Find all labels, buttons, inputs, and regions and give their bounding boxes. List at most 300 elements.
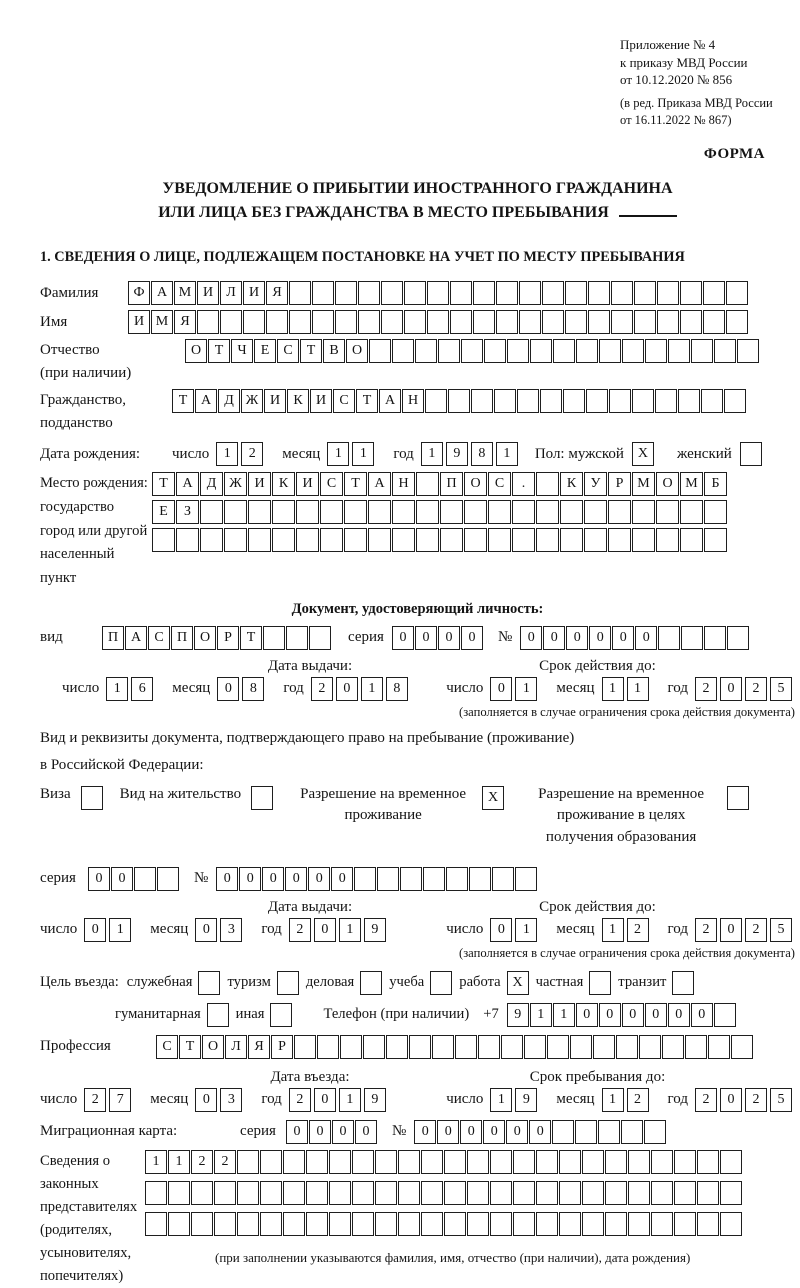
- digit-cell[interactable]: 0: [217, 677, 239, 701]
- char-cell[interactable]: 1: [530, 1003, 552, 1027]
- char-cell[interactable]: [423, 867, 445, 891]
- digit-cell[interactable]: 5: [770, 918, 792, 942]
- char-cell[interactable]: [344, 528, 367, 552]
- digit-cell[interactable]: 0: [84, 918, 106, 942]
- char-cell[interactable]: [536, 1212, 558, 1236]
- char-cell[interactable]: [680, 310, 702, 334]
- char-cell[interactable]: [432, 1035, 454, 1059]
- char-cell[interactable]: [704, 528, 727, 552]
- char-cell[interactable]: [224, 500, 247, 524]
- char-cell[interactable]: [586, 389, 608, 413]
- digit-cell[interactable]: 2: [84, 1088, 106, 1112]
- digit-cell[interactable]: 0: [720, 677, 742, 701]
- char-cell[interactable]: А: [151, 281, 173, 305]
- char-cell[interactable]: [632, 500, 655, 524]
- char-cell[interactable]: [369, 339, 391, 363]
- char-cell[interactable]: [656, 528, 679, 552]
- char-cell[interactable]: [152, 528, 175, 552]
- char-cell[interactable]: [358, 310, 380, 334]
- char-cell[interactable]: [320, 528, 343, 552]
- char-cell[interactable]: 0: [645, 1003, 667, 1027]
- digit-cell[interactable]: 9: [364, 1088, 386, 1112]
- char-cell[interactable]: О: [194, 626, 216, 650]
- char-cell[interactable]: [593, 1035, 615, 1059]
- char-cell[interactable]: [714, 339, 736, 363]
- char-cell[interactable]: [400, 867, 422, 891]
- option-checkbox[interactable]: [589, 971, 611, 995]
- char-cell[interactable]: Ч: [231, 339, 253, 363]
- char-cell[interactable]: [727, 626, 749, 650]
- digit-cell[interactable]: 1: [602, 918, 624, 942]
- char-cell[interactable]: Н: [392, 472, 415, 496]
- char-cell[interactable]: [708, 1035, 730, 1059]
- char-cell[interactable]: [427, 310, 449, 334]
- digit-cell[interactable]: 1: [327, 442, 349, 466]
- char-cell[interactable]: А: [176, 472, 199, 496]
- char-cell[interactable]: [720, 1212, 742, 1236]
- char-cell[interactable]: Д: [200, 472, 223, 496]
- char-cell[interactable]: [260, 1150, 282, 1174]
- option-checkbox[interactable]: [277, 971, 299, 995]
- char-cell[interactable]: П: [171, 626, 193, 650]
- digit-cell[interactable]: 9: [446, 442, 468, 466]
- char-cell[interactable]: [536, 528, 559, 552]
- digit-cell[interactable]: 5: [770, 677, 792, 701]
- char-cell[interactable]: [467, 1181, 489, 1205]
- sex-female-checkbox[interactable]: [740, 442, 762, 466]
- char-cell[interactable]: 0: [414, 1120, 436, 1144]
- char-cell[interactable]: [616, 1035, 638, 1059]
- option-checkbox[interactable]: [198, 971, 220, 995]
- char-cell[interactable]: К: [560, 472, 583, 496]
- char-cell[interactable]: [605, 1212, 627, 1236]
- char-cell[interactable]: О: [656, 472, 679, 496]
- char-cell[interactable]: Т: [356, 389, 378, 413]
- char-cell[interactable]: Я: [174, 310, 196, 334]
- char-cell[interactable]: Л: [225, 1035, 247, 1059]
- char-cell[interactable]: 0: [461, 626, 483, 650]
- char-cell[interactable]: [608, 500, 631, 524]
- char-cell[interactable]: [386, 1035, 408, 1059]
- char-cell[interactable]: [515, 867, 537, 891]
- char-cell[interactable]: [553, 339, 575, 363]
- char-cell[interactable]: 0: [612, 626, 634, 650]
- char-cell[interactable]: [471, 389, 493, 413]
- char-cell[interactable]: [605, 1181, 627, 1205]
- char-cell[interactable]: Е: [254, 339, 276, 363]
- char-cell[interactable]: 0: [460, 1120, 482, 1144]
- digit-cell[interactable]: 7: [109, 1088, 131, 1112]
- char-cell[interactable]: С: [333, 389, 355, 413]
- digit-cell[interactable]: 1: [216, 442, 238, 466]
- char-cell[interactable]: 0: [437, 1120, 459, 1144]
- digit-cell[interactable]: 0: [720, 1088, 742, 1112]
- char-cell[interactable]: [248, 528, 271, 552]
- char-cell[interactable]: 0: [576, 1003, 598, 1027]
- char-cell[interactable]: Л: [220, 281, 242, 305]
- char-cell[interactable]: [517, 389, 539, 413]
- char-cell[interactable]: Ж: [241, 389, 263, 413]
- char-cell[interactable]: С: [488, 472, 511, 496]
- char-cell[interactable]: [656, 500, 679, 524]
- char-cell[interactable]: 0: [438, 626, 460, 650]
- digit-cell[interactable]: 3: [220, 1088, 242, 1112]
- char-cell[interactable]: С: [148, 626, 170, 650]
- char-cell[interactable]: П: [102, 626, 124, 650]
- digit-cell[interactable]: 2: [289, 918, 311, 942]
- char-cell[interactable]: С: [320, 472, 343, 496]
- char-cell[interactable]: [317, 1035, 339, 1059]
- char-cell[interactable]: [444, 1212, 466, 1236]
- char-cell[interactable]: 0: [415, 626, 437, 650]
- char-cell[interactable]: [674, 1181, 696, 1205]
- char-cell[interactable]: [512, 500, 535, 524]
- char-cell[interactable]: Т: [172, 389, 194, 413]
- char-cell[interactable]: 0: [520, 626, 542, 650]
- char-cell[interactable]: [547, 1035, 569, 1059]
- char-cell[interactable]: [634, 281, 656, 305]
- char-cell[interactable]: [530, 339, 552, 363]
- char-cell[interactable]: 0: [111, 867, 133, 891]
- char-cell[interactable]: [632, 389, 654, 413]
- char-cell[interactable]: [312, 281, 334, 305]
- char-cell[interactable]: 0: [216, 867, 238, 891]
- char-cell[interactable]: [657, 310, 679, 334]
- char-cell[interactable]: [507, 339, 529, 363]
- char-cell[interactable]: Р: [271, 1035, 293, 1059]
- char-cell[interactable]: [609, 389, 631, 413]
- digit-cell[interactable]: 2: [745, 918, 767, 942]
- digit-cell[interactable]: 9: [515, 1088, 537, 1112]
- digit-cell[interactable]: 1: [421, 442, 443, 466]
- digit-cell[interactable]: 3: [220, 918, 242, 942]
- char-cell[interactable]: 0: [285, 867, 307, 891]
- char-cell[interactable]: [536, 1181, 558, 1205]
- char-cell[interactable]: [658, 626, 680, 650]
- char-cell[interactable]: Я: [248, 1035, 270, 1059]
- char-cell[interactable]: [488, 500, 511, 524]
- char-cell[interactable]: [704, 626, 726, 650]
- char-cell[interactable]: [582, 1181, 604, 1205]
- char-cell[interactable]: [368, 500, 391, 524]
- char-cell[interactable]: [560, 500, 583, 524]
- char-cell[interactable]: [440, 500, 463, 524]
- digit-cell[interactable]: 1: [339, 918, 361, 942]
- char-cell[interactable]: [621, 1120, 643, 1144]
- digit-cell[interactable]: 2: [695, 677, 717, 701]
- char-cell[interactable]: 2: [191, 1150, 213, 1174]
- char-cell[interactable]: [425, 389, 447, 413]
- char-cell[interactable]: Т: [208, 339, 230, 363]
- char-cell[interactable]: О: [185, 339, 207, 363]
- char-cell[interactable]: [416, 500, 439, 524]
- char-cell[interactable]: 9: [507, 1003, 529, 1027]
- char-cell[interactable]: О: [346, 339, 368, 363]
- char-cell[interactable]: [444, 1181, 466, 1205]
- char-cell[interactable]: [703, 310, 725, 334]
- char-cell[interactable]: [598, 1120, 620, 1144]
- char-cell[interactable]: [681, 626, 703, 650]
- char-cell[interactable]: Т: [240, 626, 262, 650]
- digit-cell[interactable]: 6: [131, 677, 153, 701]
- char-cell[interactable]: [263, 626, 285, 650]
- digit-cell[interactable]: 5: [770, 1088, 792, 1112]
- char-cell[interactable]: [657, 281, 679, 305]
- char-cell[interactable]: И: [264, 389, 286, 413]
- char-cell[interactable]: И: [248, 472, 271, 496]
- char-cell[interactable]: [358, 281, 380, 305]
- char-cell[interactable]: 0: [332, 1120, 354, 1144]
- char-cell[interactable]: З: [176, 500, 199, 524]
- char-cell[interactable]: 0: [309, 1120, 331, 1144]
- char-cell[interactable]: 0: [691, 1003, 713, 1027]
- char-cell[interactable]: [289, 281, 311, 305]
- char-cell[interactable]: [582, 1150, 604, 1174]
- char-cell[interactable]: М: [632, 472, 655, 496]
- char-cell[interactable]: [416, 528, 439, 552]
- char-cell[interactable]: [237, 1212, 259, 1236]
- char-cell[interactable]: [668, 339, 690, 363]
- char-cell[interactable]: 0: [543, 626, 565, 650]
- char-cell[interactable]: [644, 1120, 666, 1144]
- char-cell[interactable]: [455, 1035, 477, 1059]
- char-cell[interactable]: М: [174, 281, 196, 305]
- char-cell[interactable]: [559, 1150, 581, 1174]
- char-cell[interactable]: [421, 1212, 443, 1236]
- char-cell[interactable]: [645, 339, 667, 363]
- char-cell[interactable]: [697, 1150, 719, 1174]
- char-cell[interactable]: 1: [145, 1150, 167, 1174]
- char-cell[interactable]: П: [440, 472, 463, 496]
- char-cell[interactable]: 0: [599, 1003, 621, 1027]
- char-cell[interactable]: Е: [152, 500, 175, 524]
- digit-cell[interactable]: 1: [106, 677, 128, 701]
- char-cell[interactable]: [381, 281, 403, 305]
- char-cell[interactable]: [724, 389, 746, 413]
- char-cell[interactable]: [632, 528, 655, 552]
- char-cell[interactable]: У: [584, 472, 607, 496]
- char-cell[interactable]: [266, 310, 288, 334]
- char-cell[interactable]: 0: [668, 1003, 690, 1027]
- char-cell[interactable]: [552, 1120, 574, 1144]
- char-cell[interactable]: [704, 500, 727, 524]
- char-cell[interactable]: [444, 1150, 466, 1174]
- char-cell[interactable]: [191, 1181, 213, 1205]
- char-cell[interactable]: [490, 1150, 512, 1174]
- char-cell[interactable]: [563, 389, 585, 413]
- char-cell[interactable]: [622, 339, 644, 363]
- char-cell[interactable]: О: [202, 1035, 224, 1059]
- char-cell[interactable]: [363, 1035, 385, 1059]
- digit-cell[interactable]: 2: [745, 677, 767, 701]
- char-cell[interactable]: [542, 310, 564, 334]
- digit-cell[interactable]: 2: [745, 1088, 767, 1112]
- char-cell[interactable]: Н: [402, 389, 424, 413]
- char-cell[interactable]: [703, 281, 725, 305]
- char-cell[interactable]: [214, 1181, 236, 1205]
- char-cell[interactable]: [674, 1212, 696, 1236]
- char-cell[interactable]: Ф: [128, 281, 150, 305]
- char-cell[interactable]: [381, 310, 403, 334]
- char-cell[interactable]: [157, 867, 179, 891]
- char-cell[interactable]: 0: [589, 626, 611, 650]
- digit-cell[interactable]: 2: [241, 442, 263, 466]
- char-cell[interactable]: 0: [262, 867, 284, 891]
- digit-cell[interactable]: 1: [515, 677, 537, 701]
- char-cell[interactable]: [461, 339, 483, 363]
- char-cell[interactable]: [678, 389, 700, 413]
- char-cell[interactable]: [737, 339, 759, 363]
- char-cell[interactable]: [519, 281, 541, 305]
- char-cell[interactable]: К: [272, 472, 295, 496]
- char-cell[interactable]: [576, 339, 598, 363]
- char-cell[interactable]: Я: [266, 281, 288, 305]
- char-cell[interactable]: [639, 1035, 661, 1059]
- char-cell[interactable]: [352, 1181, 374, 1205]
- char-cell[interactable]: [473, 310, 495, 334]
- char-cell[interactable]: [260, 1212, 282, 1236]
- char-cell[interactable]: [243, 310, 265, 334]
- digit-cell[interactable]: 0: [195, 918, 217, 942]
- char-cell[interactable]: [611, 281, 633, 305]
- char-cell[interactable]: [536, 472, 559, 496]
- digit-cell[interactable]: 1: [602, 1088, 624, 1112]
- char-cell[interactable]: [306, 1150, 328, 1174]
- char-cell[interactable]: [565, 281, 587, 305]
- char-cell[interactable]: Р: [217, 626, 239, 650]
- char-cell[interactable]: [494, 389, 516, 413]
- char-cell[interactable]: [145, 1212, 167, 1236]
- char-cell[interactable]: [421, 1150, 443, 1174]
- char-cell[interactable]: [559, 1212, 581, 1236]
- char-cell[interactable]: [726, 281, 748, 305]
- char-cell[interactable]: [448, 389, 470, 413]
- char-cell[interactable]: А: [195, 389, 217, 413]
- char-cell[interactable]: 0: [622, 1003, 644, 1027]
- char-cell[interactable]: [404, 310, 426, 334]
- char-cell[interactable]: [560, 528, 583, 552]
- char-cell[interactable]: [519, 310, 541, 334]
- char-cell[interactable]: Ж: [224, 472, 247, 496]
- char-cell[interactable]: 0: [331, 867, 353, 891]
- char-cell[interactable]: 0: [506, 1120, 528, 1144]
- char-cell[interactable]: [467, 1150, 489, 1174]
- char-cell[interactable]: [501, 1035, 523, 1059]
- char-cell[interactable]: [490, 1181, 512, 1205]
- char-cell[interactable]: 0: [529, 1120, 551, 1144]
- char-cell[interactable]: [588, 281, 610, 305]
- char-cell[interactable]: И: [243, 281, 265, 305]
- char-cell[interactable]: [450, 281, 472, 305]
- char-cell[interactable]: [469, 867, 491, 891]
- char-cell[interactable]: [540, 389, 562, 413]
- char-cell[interactable]: И: [197, 281, 219, 305]
- digit-cell[interactable]: 8: [242, 677, 264, 701]
- char-cell[interactable]: [680, 500, 703, 524]
- char-cell[interactable]: [536, 500, 559, 524]
- char-cell[interactable]: [685, 1035, 707, 1059]
- char-cell[interactable]: [375, 1212, 397, 1236]
- char-cell[interactable]: [697, 1181, 719, 1205]
- char-cell[interactable]: А: [125, 626, 147, 650]
- char-cell[interactable]: [634, 310, 656, 334]
- char-cell[interactable]: [440, 528, 463, 552]
- digit-cell[interactable]: 2: [311, 677, 333, 701]
- char-cell[interactable]: [224, 528, 247, 552]
- digit-cell[interactable]: 1: [496, 442, 518, 466]
- char-cell[interactable]: [392, 339, 414, 363]
- char-cell[interactable]: [329, 1212, 351, 1236]
- char-cell[interactable]: [605, 1150, 627, 1174]
- char-cell[interactable]: [674, 1150, 696, 1174]
- char-cell[interactable]: 0: [635, 626, 657, 650]
- char-cell[interactable]: Т: [179, 1035, 201, 1059]
- char-cell[interactable]: Т: [152, 472, 175, 496]
- char-cell[interactable]: [446, 867, 468, 891]
- char-cell[interactable]: [398, 1212, 420, 1236]
- char-cell[interactable]: [409, 1035, 431, 1059]
- char-cell[interactable]: [467, 1212, 489, 1236]
- char-cell[interactable]: [599, 339, 621, 363]
- char-cell[interactable]: [416, 472, 439, 496]
- char-cell[interactable]: [306, 1181, 328, 1205]
- char-cell[interactable]: [473, 281, 495, 305]
- char-cell[interactable]: 0: [239, 867, 261, 891]
- char-cell[interactable]: [286, 626, 308, 650]
- visa-checkbox[interactable]: [81, 786, 103, 810]
- digit-cell[interactable]: 2: [289, 1088, 311, 1112]
- digit-cell[interactable]: 1: [490, 1088, 512, 1112]
- char-cell[interactable]: И: [296, 472, 319, 496]
- digit-cell[interactable]: 1: [627, 677, 649, 701]
- char-cell[interactable]: Р: [608, 472, 631, 496]
- char-cell[interactable]: Д: [218, 389, 240, 413]
- char-cell[interactable]: [496, 310, 518, 334]
- char-cell[interactable]: [312, 310, 334, 334]
- char-cell[interactable]: [582, 1212, 604, 1236]
- char-cell[interactable]: [197, 310, 219, 334]
- char-cell[interactable]: [352, 1212, 374, 1236]
- char-cell[interactable]: [450, 310, 472, 334]
- char-cell[interactable]: 0: [355, 1120, 377, 1144]
- char-cell[interactable]: [168, 1212, 190, 1236]
- char-cell[interactable]: [404, 281, 426, 305]
- char-cell[interactable]: [260, 1181, 282, 1205]
- char-cell[interactable]: [628, 1150, 650, 1174]
- char-cell[interactable]: [662, 1035, 684, 1059]
- char-cell[interactable]: [294, 1035, 316, 1059]
- char-cell[interactable]: .: [512, 472, 535, 496]
- digit-cell[interactable]: 0: [490, 918, 512, 942]
- option-checkbox[interactable]: [672, 971, 694, 995]
- char-cell[interactable]: [680, 528, 703, 552]
- char-cell[interactable]: 1: [168, 1150, 190, 1174]
- sex-male-checkbox[interactable]: X: [632, 442, 654, 466]
- option-checkbox[interactable]: [360, 971, 382, 995]
- digit-cell[interactable]: 0: [314, 918, 336, 942]
- char-cell[interactable]: [490, 1212, 512, 1236]
- char-cell[interactable]: [200, 528, 223, 552]
- char-cell[interactable]: [335, 281, 357, 305]
- char-cell[interactable]: 0: [286, 1120, 308, 1144]
- char-cell[interactable]: [575, 1120, 597, 1144]
- char-cell[interactable]: [191, 1212, 213, 1236]
- char-cell[interactable]: [512, 528, 535, 552]
- char-cell[interactable]: [484, 339, 506, 363]
- char-cell[interactable]: [464, 500, 487, 524]
- digit-cell[interactable]: 1: [339, 1088, 361, 1112]
- char-cell[interactable]: [714, 1003, 736, 1027]
